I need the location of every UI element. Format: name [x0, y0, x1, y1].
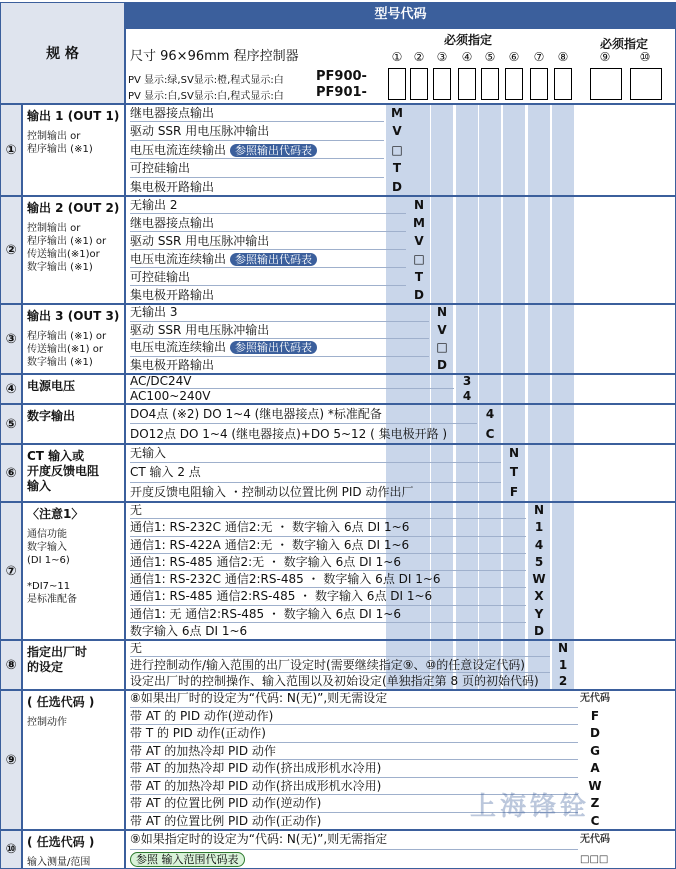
- spec-row: [130, 141, 384, 159]
- option-code: □□□: [580, 853, 609, 865]
- spec-row: [130, 606, 526, 623]
- option-code: 无代码: [580, 834, 610, 845]
- spec-row: [130, 104, 384, 122]
- section-subtitle: 控制输出 or 程序输出 (※1): [27, 131, 93, 155]
- spec-row: [130, 690, 578, 708]
- code-position-number: ⑦: [533, 50, 545, 64]
- spec-row: [130, 623, 526, 640]
- spec-row: [130, 657, 550, 674]
- spec-row: [130, 850, 578, 869]
- option-code: 1: [534, 520, 544, 535]
- spec-row-text: ⑧如果出厂时的设定为“代码: N(无)”,则无需设定: [130, 691, 388, 705]
- watermark-text: 上海锋铨: [470, 792, 591, 822]
- spec-row-text: 集电极开路输出: [130, 179, 215, 194]
- spec-row-text: 开度反馈电阻输入 ・控制动以位置比例 PID 动作出厂: [130, 484, 414, 499]
- option-code: 4: [462, 389, 472, 403]
- spec-row: [130, 673, 550, 690]
- code-input-box[interactable]: [554, 68, 572, 100]
- spec-row: [130, 374, 454, 389]
- variant1-desc: PV 显示:绿,SV显示:橙,程式显示:白: [128, 75, 284, 86]
- model-code-header: 型号代码: [125, 2, 676, 28]
- spec-row-text: 进行控制动作/输入范围的出厂设定时(需要继续指定⑨、⑩的任意设定代码): [130, 657, 525, 672]
- code-input-box[interactable]: [433, 68, 451, 100]
- spec-row-text: 通信1: RS-232C 通信2:RS-485 ・ 数字输入 6点 DI 1~6: [130, 572, 441, 586]
- option-code: Z: [590, 796, 600, 810]
- section-title: ( 任选代码 ): [27, 835, 95, 849]
- option-code: 2: [558, 674, 568, 689]
- product-line: 尺寸 96×96mm 程序控制器: [130, 49, 299, 64]
- spec-row: [130, 232, 406, 250]
- option-code: 5: [534, 554, 544, 569]
- spec-row-text: 带 AT 的加热冷却 PID 动作(挤出成形机水冷用): [130, 761, 382, 775]
- spec-row: [130, 725, 578, 743]
- spec-row: [130, 554, 526, 571]
- spec-row: [130, 357, 429, 375]
- section-title: 输出 2 (OUT 2): [27, 201, 120, 215]
- spec-row-text: CT 输入 2 点: [130, 465, 201, 480]
- option-code: V: [437, 322, 447, 337]
- spec-row-text: 带 AT 的加热冷却 PID 动作: [130, 743, 276, 758]
- spec-row-text: 电压电流连续输出: [130, 340, 227, 354]
- section-subtitle: 控制输出 or 程序输出 (※1) or 传送输出(※1)or 数字输出 (※1): [27, 223, 107, 273]
- section-label-cell: [22, 304, 125, 374]
- spec-row-text: 驱动 SSR 用电压脉冲输出: [130, 234, 270, 248]
- must-specify-label: 必须指定: [444, 33, 493, 47]
- spec-row: [130, 159, 384, 177]
- spec-row: [130, 708, 578, 726]
- section-index: ⑥: [0, 444, 22, 502]
- spec-row-text: 无: [130, 503, 143, 517]
- section-title: 输出 1 (OUT 1): [27, 109, 120, 123]
- section-index: ⑦: [0, 502, 22, 640]
- section-label-cell: [22, 502, 125, 640]
- option-code: D: [414, 288, 424, 302]
- section-title: 输出 3 (OUT 3): [27, 309, 120, 323]
- section-subtitle: 程序输出 (※1) or 传送输出(※1) or 数字输出 (※1): [27, 331, 107, 368]
- option-code: T: [392, 161, 402, 176]
- option-code: D: [590, 726, 600, 740]
- option-code: T: [414, 270, 424, 284]
- spec-row-text: 带 AT 的位置比例 PID 动作(逆动作): [130, 796, 322, 810]
- option-code: □: [391, 142, 403, 157]
- spec-row-text: 集电极开路输出: [130, 357, 215, 372]
- spec-row-text: 继电器接点输出: [130, 216, 215, 230]
- option-code: D: [392, 179, 402, 194]
- code-position-number: ①: [391, 50, 403, 64]
- spec-row-text: 无输出 3: [130, 305, 178, 319]
- section-subtitle: 输入测量/范围: [27, 857, 91, 868]
- spec-row-text: 通信1: RS-485 通信2:无 ・ 数字输入 6点 DI 1~6: [130, 554, 401, 569]
- option-code: M: [413, 216, 425, 230]
- spec-row-text: AC100~240V: [130, 389, 211, 403]
- option-code: W: [588, 778, 602, 793]
- spec-row-text: 带 AT 的 PID 动作(逆动作): [130, 708, 274, 723]
- spec-row-text: 集电极开路输出: [130, 288, 215, 302]
- spec-row: [130, 286, 406, 304]
- section-index: ④: [0, 374, 22, 404]
- spec-row-text: AC/DC24V: [130, 374, 192, 388]
- section-label-cell: [22, 690, 125, 830]
- option-code: F: [509, 484, 519, 499]
- variant1-model: PF900-: [316, 69, 367, 84]
- spec-row: [130, 339, 429, 357]
- section-index: ①: [0, 104, 22, 196]
- option-position-number: ⑩: [639, 50, 651, 64]
- spec-row: [130, 424, 477, 444]
- spec-row-text: 无输出 2: [130, 198, 178, 212]
- spec-row: [130, 760, 578, 778]
- spec-row-text: 无: [130, 641, 143, 655]
- section-title: CT 输入或 开度反馈电阻 输入: [27, 449, 100, 493]
- spec-row-text: 可控硅输出: [130, 161, 191, 176]
- option-code: □: [436, 340, 448, 354]
- option-input-box[interactable]: [630, 68, 662, 100]
- section-label-cell: [22, 374, 125, 404]
- section-index: ⑨: [0, 690, 22, 830]
- code-input-box[interactable]: [458, 68, 476, 100]
- spec-row: [130, 444, 501, 463]
- option-code: 3: [462, 374, 472, 388]
- spec-row: [130, 830, 578, 850]
- spec-row: [130, 389, 454, 404]
- section-title: 〈注意1〉: [27, 507, 84, 521]
- spec-row: [130, 483, 501, 502]
- variant2-model: PF901-: [316, 85, 367, 100]
- spec-row: [130, 322, 429, 340]
- spec-row: [130, 304, 429, 322]
- option-code: D: [534, 623, 544, 638]
- section-index: ③: [0, 304, 22, 374]
- spec-row-text: 带 AT 的加热冷却 PID 动作(挤出成形机水冷用): [130, 778, 382, 793]
- option-code: X: [534, 589, 544, 604]
- spec-row-text: 驱动 SSR 用电压脉冲输出: [130, 124, 270, 139]
- option-code: N: [508, 446, 520, 460]
- section-title: 电源电压: [27, 379, 76, 393]
- input-range-code-table-link[interactable]: 参照 输入范围代码表: [130, 852, 245, 867]
- code-position-number: ⑤: [484, 50, 496, 64]
- code-position-number: ③: [436, 50, 448, 64]
- spec-row: [130, 537, 526, 554]
- section-label-cell: [22, 444, 125, 502]
- section-index: ②: [0, 196, 22, 304]
- option-code: N: [436, 305, 448, 319]
- option-position-number: ⑨: [599, 50, 611, 64]
- option-code: N: [533, 503, 545, 517]
- spec-row: [130, 404, 477, 424]
- must-specify-right-label: 必须指定: [600, 37, 649, 51]
- spec-row-text: 电压电流连续输出: [130, 142, 227, 157]
- spec-row: [130, 250, 406, 268]
- section-index: ⑩: [0, 830, 22, 869]
- spec-row: [130, 502, 526, 519]
- spec-row-text: 电压电流连续输出: [130, 252, 227, 266]
- option-code: 4: [485, 407, 495, 421]
- option-code: A: [590, 761, 600, 775]
- section-label-cell: [22, 830, 125, 869]
- spec-row-text: 无输入: [130, 446, 167, 460]
- output-code-table-link[interactable]: 参照输出代码表: [230, 341, 317, 354]
- spec-row: [130, 640, 550, 657]
- option-code: 4: [534, 537, 544, 552]
- section-title: 数字输出: [27, 409, 76, 423]
- section-subtitle: 通信功能 数字输入 (DI 1~6) *DI7~11 是标准配备: [27, 529, 77, 605]
- spec-row-text: DO4点 (※2) DO 1~4 (继电器接点) *标准配备: [130, 407, 382, 421]
- option-code: G: [590, 743, 600, 758]
- option-code: C: [590, 813, 600, 828]
- code-position-number: ⑧: [557, 50, 569, 64]
- option-code: 无代码: [580, 693, 610, 704]
- option-code: M: [391, 106, 403, 120]
- option-code: Y: [534, 606, 544, 621]
- spec-row-text: 设定出厂时的控制操作、输入范围以及初始设定(单独指定第 8 页的初始代码): [130, 674, 539, 689]
- spec-row: [130, 122, 384, 140]
- output-code-table-link[interactable]: 参照输出代码表: [230, 253, 317, 266]
- option-code: 1: [558, 657, 568, 672]
- code-position-number: ⑥: [508, 50, 520, 64]
- spec-row: [130, 178, 384, 196]
- spec-row-text: 数字输入 6点 DI 1~6: [130, 623, 248, 638]
- option-code: F: [590, 708, 600, 723]
- spec-row: [130, 519, 526, 536]
- spec-row-text: 带 AT 的位置比例 PID 动作(正动作): [130, 813, 322, 828]
- spec-row-text: 继电器接点输出: [130, 106, 215, 120]
- section-title: 指定出厂时 的设定: [27, 645, 88, 674]
- spec-row-text: 通信1: 无 通信2:RS-485 ・ 数字输入 6点 DI 1~6: [130, 606, 401, 621]
- code-input-box[interactable]: [505, 68, 523, 100]
- spec-row-text: 驱动 SSR 用电压脉冲输出: [130, 322, 270, 337]
- option-code: W: [532, 572, 546, 586]
- spec-row: [130, 463, 501, 482]
- option-code: C: [485, 427, 495, 441]
- code-input-box[interactable]: [388, 68, 406, 100]
- spec-row: [130, 196, 406, 214]
- spec-row-text: 通信1: RS-422A 通信2:无 ・ 数字输入 6点 DI 1~6: [130, 537, 410, 552]
- option-code: □: [413, 252, 425, 266]
- spec-row: [130, 588, 526, 605]
- section-index: ⑤: [0, 404, 22, 444]
- section-label-cell: [22, 104, 125, 196]
- spec-row-text: 通信1: RS-232C 通信2:无 ・ 数字输入 6点 DI 1~6: [130, 520, 410, 535]
- spec-row-text: ⑨如果指定时的设定为“代码: N(无)”,则无需指定: [130, 832, 388, 846]
- spec-row-text: 可控硅输出: [130, 270, 191, 284]
- spec-row: [130, 571, 526, 588]
- code-input-box[interactable]: [410, 68, 428, 100]
- section-index: ⑧: [0, 640, 22, 690]
- section-label-cell: [22, 404, 125, 444]
- option-code: T: [509, 465, 519, 480]
- output-code-table-link[interactable]: 参照输出代码表: [230, 144, 317, 157]
- variant2-desc: PV 显示:白,SV显示:白,程式显示:白: [128, 91, 284, 102]
- code-position-number: ④: [461, 50, 473, 64]
- option-code: N: [413, 198, 425, 212]
- section-label-cell: [22, 640, 125, 690]
- spec-row: [130, 743, 578, 761]
- option-code: N: [557, 641, 569, 655]
- spec-label: 规 格: [46, 46, 79, 62]
- code-position-number: ②: [413, 50, 425, 64]
- spec-row-text: 通信1: RS-485 通信2:RS-485 ・ 数字输入 6点 DI 1~6: [130, 589, 433, 604]
- code-input-box[interactable]: [530, 68, 548, 100]
- option-code: V: [414, 234, 424, 248]
- option-input-box[interactable]: [590, 68, 622, 100]
- option-code: D: [437, 357, 447, 372]
- spec-row-text: 带 T 的 PID 动作(正动作): [130, 726, 266, 740]
- option-code: V: [392, 124, 402, 139]
- spec-row-text: DO12点 DO 1~4 (继电器接点)+DO 5~12 ( 集电极开路 ): [130, 427, 448, 441]
- spec-label-cell: [0, 2, 125, 104]
- section-label-cell: [22, 196, 125, 304]
- section-subtitle: 控制动作: [27, 717, 67, 728]
- code-input-box[interactable]: [481, 68, 499, 100]
- spec-row: [130, 268, 406, 286]
- spec-row: [130, 214, 406, 232]
- section-title: ( 任选代码 ): [27, 695, 95, 709]
